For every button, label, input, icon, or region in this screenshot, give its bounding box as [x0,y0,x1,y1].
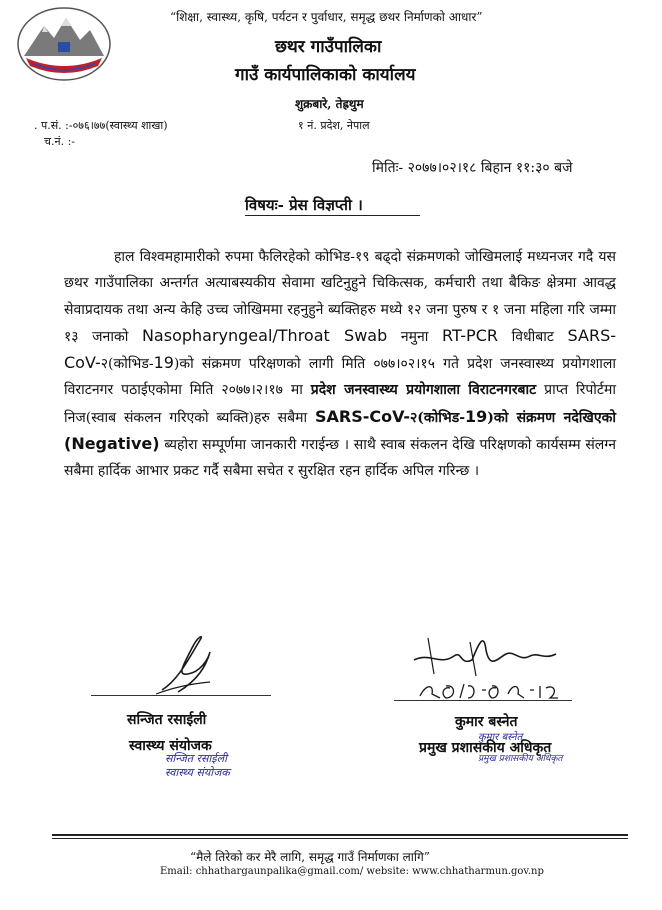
body-segment: प्राप्त रिपोर्टमा निज(स्वाब संकलन गरिएको ब्यक्ति)हरु सबैमा [64,382,616,426]
body-bold-segment: २(कोभिड- [409,409,466,426]
right-stamp-name: कुमार बस्नेत [478,732,523,743]
left-signatory-title: स्वास्थ्य संयोजक [129,738,212,754]
body-segment: हाल विश्वमहामारीको रुपमा फैलिरहेको कोभिड-१९ बढ्दो संक्रमणको जोखिमलाई मध्यनजर गदै यस छथर गाउँपालिका अन्तर्गत अत्याबस्यकीय सेवामा खटिनुहुने चिकित्सक, कर्मचारी तथा बैकिङ क्षेत्रमा आवद्ध सेवाप्रदायक तथा अन्य केहि उच्च जोखिममा रहनुहुने ब्यक्तिहरु मध्ये १२ जना पुरुष र १ जना महिला गरि जम्मा १३ जनाको [64,249,616,345]
office-subtitle: गाउँ कार्यपालिकाको कार्यालय [235,65,416,85]
left-signature-line [91,695,271,696]
body-segment: २(कोभिड- [100,356,154,373]
right-signature-mark [410,630,560,682]
body-segment: नमुना [387,328,443,345]
office-name: छथर गाउँपालिका [275,37,382,57]
right-signatory-name: कुमार बस्नेत [455,714,518,730]
letter-body [64,244,616,485]
body-rtpcr: RT-PCR [442,325,498,345]
left-stamp-title: स्वास्थ्य संयोजक [165,766,230,779]
body-lab-name: प्रदेश जनस्वास्थ्य प्रयोगशाला विराटनगरबाट [310,382,537,399]
subject-underline [245,215,420,216]
reference-number: . प.सं. :-०७६।७७(स्वास्थ्य शाखा) [34,119,168,132]
body-sars: SARS-CoV- [64,325,616,373]
office-place: शुक्रबारे, तेह्रथुम [295,97,364,111]
body-segment: )को संक्रमण परिक्षणको लागी मिति ०७७।०२।१५ गते प्रदेश जनस्वास्थ्य प्रयोगशाला विराटनगर पठाईएकोमा मिति २०७७।२।१७ मा [64,356,616,399]
body-covid-number-bold: 19 [465,406,488,426]
right-signature-line [394,700,572,701]
body-segment: ब्यहोरा सम्पूर्णमा जानकारी गराईन्छ । साथै स्वाब संकलन देखि परिक्षणको कार्यसम्म संलग्न सबैमा हार्दिक आभार प्रकट गर्दै सबैमा सचेत र सुरक्षित रहन हार्दिक अपिल गरिन्छ । [64,437,616,480]
left-signatory-name: सन्जित रसाईली [127,712,207,728]
dispatch-number: च.नं. :- [44,135,76,148]
footer-rule-thin [52,838,628,839]
letter-subject: विषयः- प्रेस विज्ञप्ती । [245,196,363,214]
right-signatory-title: प्रमुख प्रशासकीय अधिकृत [419,740,552,756]
body-covid-number: 19 [153,353,174,373]
office-province: १ नं. प्रदेश, नेपाल [298,119,370,132]
body-bold-segment: )को संक्रमण नदेखिएको [487,409,616,426]
letter-date: मितिः- २०७७।०२।१८ बिहान ११:३० बजे [372,160,573,176]
footer-motto: “मैले तिरेको कर मेरै लागि, समृद्ध गाउँ निर्माणका लागि” [190,850,430,864]
footer-contact: Email: chhathargaunpalika@gmail.com/ website: www.chhatharmun.gov.np [160,866,544,877]
left-stamp-name: सन्जित रसाईली [165,752,227,765]
body-segment: विधीबाट [497,328,568,345]
left-signature-mark [148,630,228,698]
header-motto: “शिक्षा, स्वास्थ्य, कृषि, पर्यटन र पुर्वाधार, समृद्ध छथर निर्माणको आधार” [170,10,483,24]
body-negative: (Negative) [64,434,160,454]
body-swab: Nasopharyngeal/Throat Swab [141,325,388,345]
body-sars-bold: SARS-CoV- [314,406,410,426]
right-stamp-title: प्रमुख प्रशासकीय अधिकृत [478,754,563,764]
nepal-emblem-logo [14,4,114,84]
footer-rule [52,834,628,836]
right-handwritten-date [416,680,566,702]
